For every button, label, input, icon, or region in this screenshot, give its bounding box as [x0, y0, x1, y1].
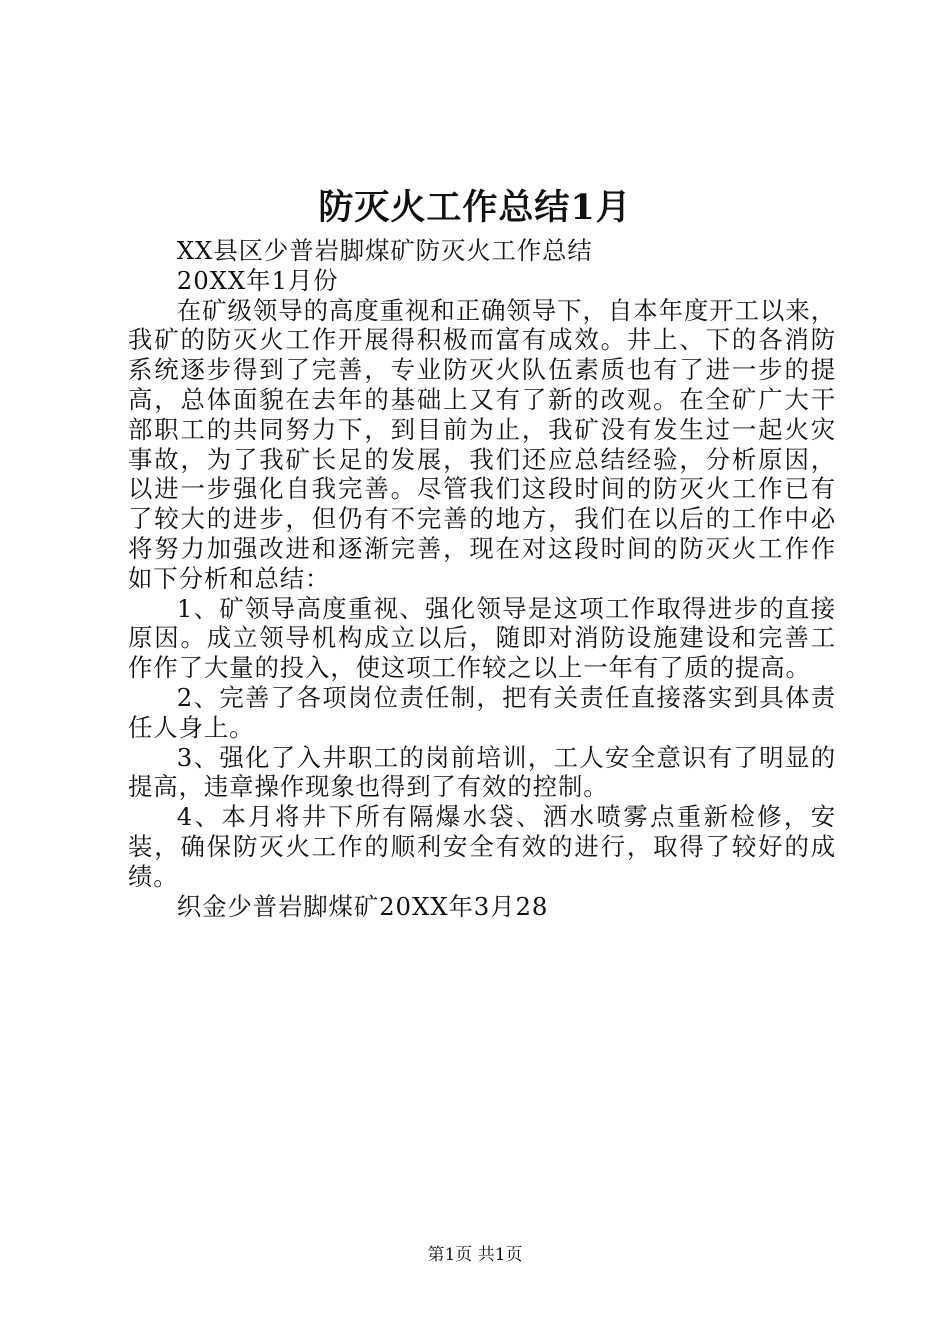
- point-3-paragraph: 3、强化了入井职工的岗前培训，工人安全意识有了明显的提高，违章操作现象也得到了有效的控制。: [128, 742, 836, 802]
- date-paragraph: 20XX年1月份: [176, 265, 339, 295]
- subtitle-paragraph: XX县区少普岩脚煤矿防灭火工作总结: [176, 236, 593, 265]
- page-number-footer: 第1页 共1页: [427, 1245, 523, 1265]
- point-2-paragraph: 2、完善了各项岗位责任制，把有关责任直接落实到具体责任人身上。: [128, 682, 836, 742]
- point-1-paragraph: 1、矿领导高度重视、强化领导是这项工作取得进步的直接原因。成立领导机构成立以后，随即对消防设施建设和完善工作作了大量的投入，使这项工作较之以上一年有了质的提高。: [128, 593, 836, 683]
- signature-paragraph: 织金少普岩脚煤矿20XX年3月28: [176, 891, 549, 921]
- point-4-paragraph: 4、本月将井下所有隔爆水袋、洒水喷雾点重新检修，安装，确保防灭火工作的顺利安全有效的进行，取得了较好的成绩。: [128, 802, 836, 891]
- document-title: 防灭火工作总结1月: [318, 187, 632, 228]
- intro-paragraph: 在矿级领导的高度重视和正确领导下，自本年度开工以来，我矿的防灭火工作开展得积极而富有成效。井上、下的各消防系统逐步得到了完善，专业防灭火队伍素质也有了进一步的提高，总体面貌在去年的基础上又有了新的改观。在全矿广大干部职工的共同努力下，到目前为止，我矿没有发生过一起火灾事故，为了我矿长足的发展，我们还应总结经验，分析原因，以进一步强化自我完善。尽管我们这段时间的防灭火工作已有了较大的进步，但仍有不完善的地方，我们在以后的工作中必将努力加强改进和逐渐完善，现在对这段时间的防灭火工作作如下分析和总结：: [128, 295, 836, 593]
- document-body: [128, 236, 836, 921]
